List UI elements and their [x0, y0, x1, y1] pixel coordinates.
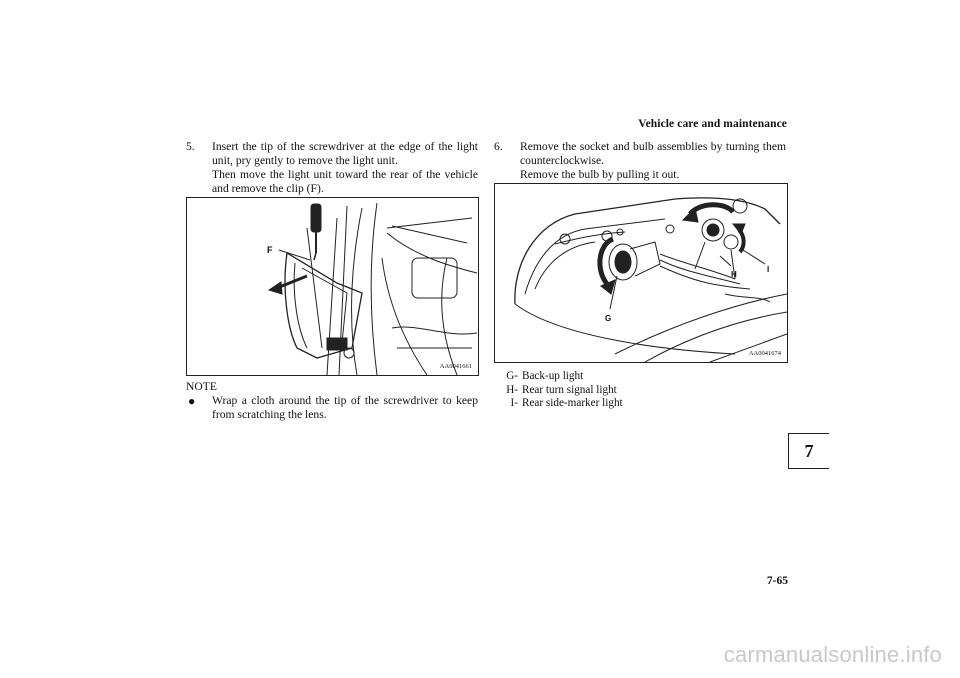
- legend-label: Back-up light: [522, 370, 584, 382]
- watermark: carmanualsonline.info: [723, 642, 942, 667]
- note-item: [186, 394, 478, 422]
- note-title: NOTE: [186, 380, 217, 393]
- legend-item: [494, 370, 623, 384]
- legend-label: Rear turn signal light: [522, 383, 617, 396]
- socket-bulb-figure: [494, 183, 788, 363]
- bullet-icon: ●: [188, 394, 196, 408]
- legend-item: [494, 397, 623, 411]
- legend-label: Rear side-marker light: [522, 397, 623, 409]
- note-block: [186, 380, 478, 422]
- legend-key: I-: [510, 397, 518, 409]
- figure-legend: [494, 370, 623, 411]
- step-number: 6.: [494, 140, 503, 153]
- socket-bulb-illustration: [495, 184, 787, 362]
- step-6: [494, 140, 786, 182]
- legend-item: [494, 384, 623, 398]
- figure-code: AA0041661: [439, 363, 472, 370]
- step-line: Remove the socket and bulb assemblies by turning them counterclockwise.: [520, 140, 786, 167]
- step-text: [212, 140, 478, 196]
- light-unit-illustration: [187, 198, 478, 375]
- legend-key: H-: [506, 383, 518, 396]
- step-text: [520, 140, 786, 182]
- callout-g-label: G: [605, 314, 612, 323]
- legend-key: G-: [506, 370, 518, 382]
- light-unit-removal-figure: [186, 197, 479, 376]
- step-line: Insert the tip of the screwdriver at the edge of the light unit, pry gently to remove the light unit.: [212, 140, 478, 167]
- callout-h-label: H: [731, 270, 737, 279]
- callout-f-label: F: [267, 245, 273, 255]
- figure-code: AA0041674: [748, 350, 781, 357]
- step-line: Remove the bulb by pulling it out.: [520, 168, 680, 181]
- chapter-tab: 7: [788, 433, 829, 469]
- step-5: [186, 140, 478, 196]
- callout-i-label: I: [767, 265, 770, 274]
- page-number: 7-65: [766, 575, 788, 587]
- section-header: Vehicle care and maintenance: [638, 118, 787, 130]
- note-text: Wrap a cloth around the tip of the screwdriver to keep from scratching the lens.: [212, 394, 478, 421]
- step-line: Then move the light unit toward the rear of the vehicle and remove the clip (F).: [212, 168, 478, 195]
- step-number: 5.: [186, 140, 195, 153]
